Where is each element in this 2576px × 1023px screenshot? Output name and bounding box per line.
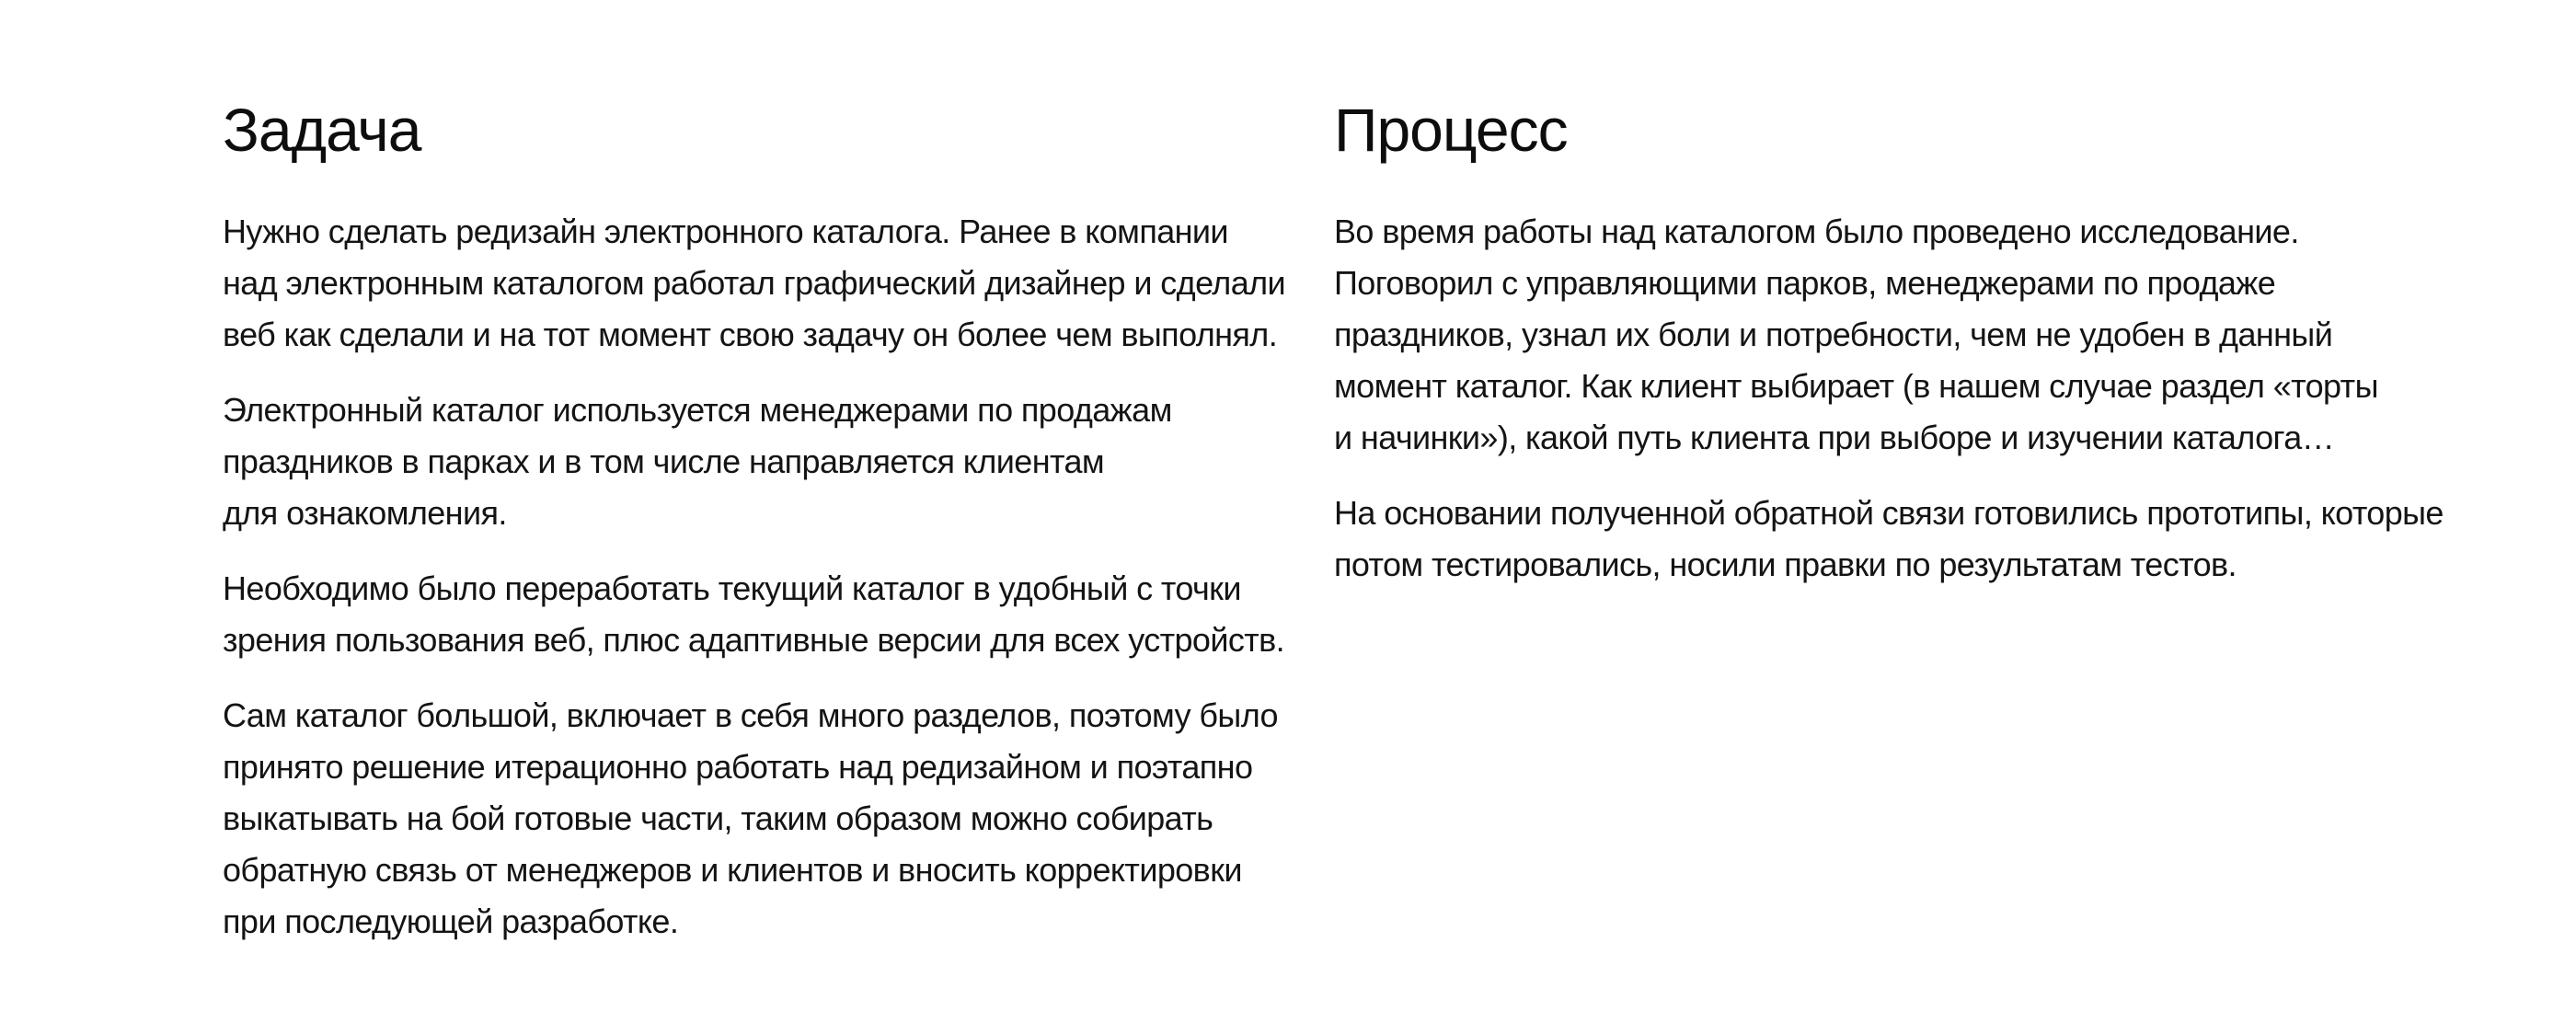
text-line: На основании полученной обратной связи готовились прототипы, которые — [1334, 494, 2444, 532]
process-heading: Процесс — [1334, 96, 1568, 164]
text-line: Во время работы над каталогом было проведено исследование. — [1334, 213, 2299, 250]
text-line: Электронный каталог используется менеджерами по продажам — [223, 391, 1172, 429]
text-line: при последующей разработке. — [223, 902, 679, 940]
task-paragraph-1 — [223, 206, 1286, 361]
text-line: принято решение итерационно работать над редизайном и поэтапно — [223, 748, 1253, 786]
process-paragraph-1 — [1334, 206, 2401, 464]
text-line: праздников, узнал их боли и потребности, чем не удобен в данный — [1334, 316, 2333, 353]
text-line: выкатывать на бой готовые части, таким образом можно собирать — [223, 799, 1213, 837]
text-line: Сам каталог большой, включает в себя много разделов, поэтому было — [223, 696, 1278, 734]
text-line: момент каталог. Как клиент выбирает (в нашем случае раздел «торты — [1334, 367, 2378, 405]
text-line: веб как сделали и на тот момент свою задачу он более чем выполнял. — [223, 316, 1278, 353]
task-paragraph-2 — [223, 385, 1253, 539]
text-line: обратную связь от менеджеров и клиентов и вносить корректировки — [223, 851, 1242, 889]
text-line: Поговорил с управляющими парков, менеджерами по продаже — [1334, 264, 2276, 302]
process-section — [1334, 88, 2444, 615]
text-line: потом тестировались, носили правки по результатам тестов. — [1334, 546, 2237, 583]
task-heading: Задача — [223, 96, 421, 164]
text-line: для ознакомления. — [223, 494, 507, 532]
text-line: Необходимо было переработать текущий каталог в удобный с точки — [223, 569, 1241, 607]
task-section — [223, 88, 1286, 971]
text-line: зрения пользования веб, плюс адаптивные версии для всех устройств. — [223, 621, 1285, 659]
text-line: и начинки»), какой путь клиента при выборе и изучении каталога… — [1334, 419, 2335, 456]
text-line: над электронным каталогом работал графический дизайнер и сделали — [223, 264, 1286, 302]
task-paragraph-3 — [223, 563, 1285, 666]
text-line: Нужно сделать редизайн электронного каталога. Ранее в компании — [223, 213, 1228, 250]
process-paragraph-2 — [1334, 488, 2444, 591]
text-line: праздников в парках и в том числе направляется клиентам — [223, 443, 1105, 480]
task-paragraph-4 — [223, 690, 1278, 948]
